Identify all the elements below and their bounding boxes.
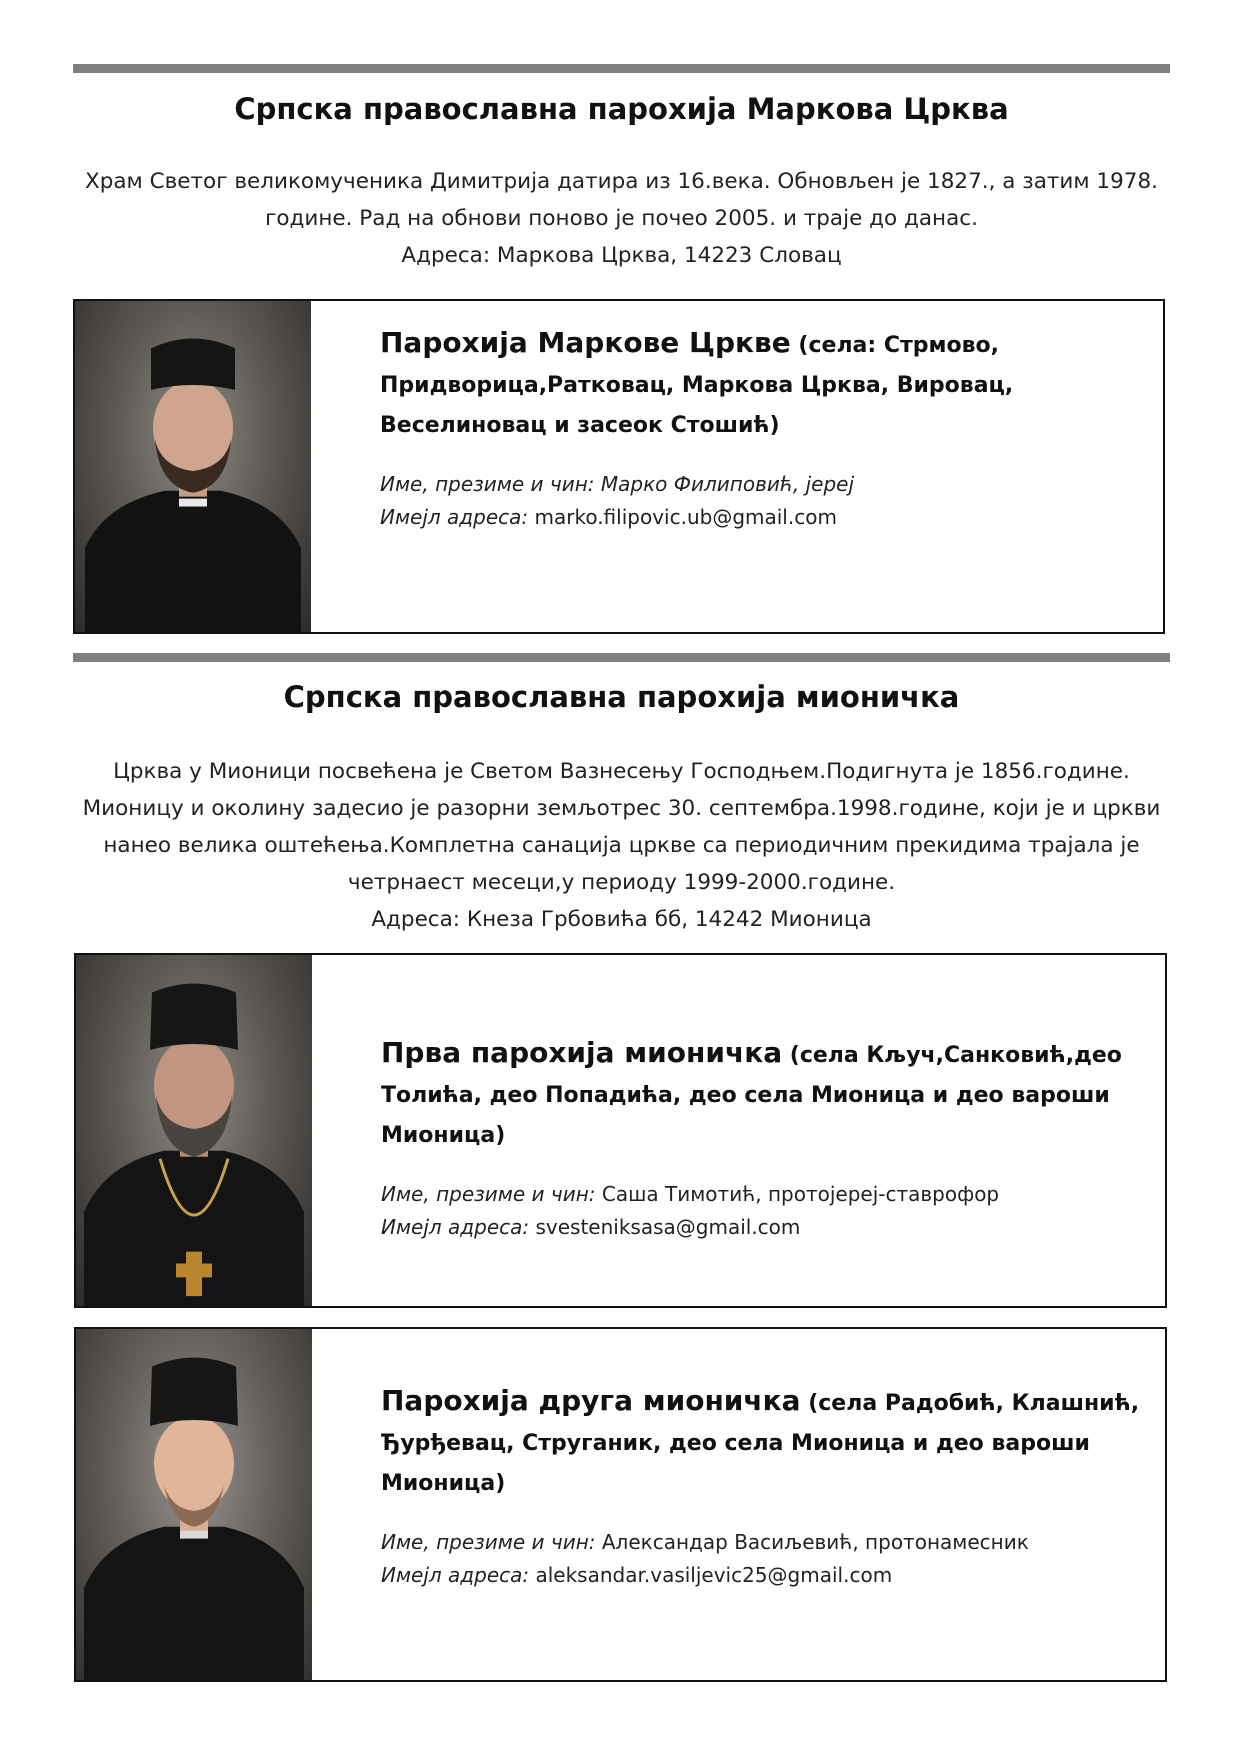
intro-line: Храм Светог великомученика Димитрија датира из 16.века. Обновљен је 1827., а затим 1978. — [85, 169, 1158, 194]
priest-portrait-photo — [76, 955, 312, 1306]
priest-portrait-photo — [75, 301, 311, 632]
priest-portrait-photo — [76, 1329, 312, 1680]
intro-line: Адреса: Маркова Црква, 14223 Словац — [401, 243, 842, 268]
section-intro — [73, 753, 1170, 938]
priest-email-row — [380, 501, 1143, 534]
name-label: Име, презиме и чин: — [380, 472, 595, 496]
email-value[interactable]: aleksandar.vasiljevic25@gmail.com — [529, 1563, 893, 1587]
parish-villages: (села: Стрмово, Придворица,Ратковац, Маркова Црква, Вировац, Веселиновац и засеок Стошић) — [380, 333, 1014, 438]
parish-heading — [380, 323, 1143, 446]
intro-line: Мионицу и околину задесио је разорни земљотрес 30. септембра.1998.године, који је и цркви — [82, 796, 1161, 821]
intro-line: године. Рад на обнови поново је почео 2005. и траје до данас. — [265, 206, 978, 231]
name-value: Саша Тимотић, протојереј-ставрофор — [595, 1182, 1000, 1206]
parish-heading — [381, 1033, 1145, 1156]
section-divider — [73, 64, 1170, 73]
parish-villages: (села Кључ,Санковић,део Толића, део Попадића, део села Мионица и део вароши Мионица) — [381, 1043, 1122, 1148]
parish-heading — [381, 1381, 1145, 1504]
intro-line: Адреса: Кнеза Грбовића бб, 14242 Мионица — [371, 907, 872, 932]
email-label: Имејл адреса: — [381, 1563, 530, 1587]
name-value: Александар Васиљевић, протонамесник — [595, 1530, 1029, 1554]
priest-name-row — [380, 468, 1143, 501]
priest-email-row — [381, 1211, 1145, 1244]
parish-card — [73, 299, 1165, 634]
name-value: Марко Филиповић, јереј — [594, 472, 855, 496]
name-label: Име, презиме и чин: — [381, 1182, 596, 1206]
parish-card — [74, 953, 1167, 1308]
priest-email-row — [381, 1559, 1145, 1592]
section-title: Српска православна парохија Маркова Црква — [234, 92, 1009, 126]
priest-name-row — [381, 1526, 1145, 1559]
email-label: Имејл адреса: — [381, 1215, 530, 1239]
parish-card — [74, 1327, 1167, 1682]
section-title: Српска православна парохија мионичка — [283, 680, 960, 714]
intro-line: Црква у Мионици посвећена је Светом Вазнесењу Господњем.Подигнута је 1856.године. — [113, 759, 1130, 784]
section-intro — [73, 163, 1170, 274]
section-divider — [73, 653, 1170, 662]
email-label: Имејл адреса: — [380, 505, 529, 529]
name-label: Име, презиме и чин: — [381, 1530, 596, 1554]
priest-contact — [381, 1526, 1145, 1592]
priest-contact — [380, 468, 1143, 534]
parish-villages: (села Радобић, Клашнић, Ђурђевац, Струганик, део села Мионица и део вароши Мионица) — [381, 1391, 1140, 1496]
parish-name: Парохија друга мионичка — [381, 1384, 801, 1417]
parish-name: Прва парохија мионичка — [381, 1036, 783, 1069]
intro-line: нанео велика оштећења.Комплетна санација цркве са периодичним прекидима трајала је — [103, 833, 1140, 858]
priest-contact — [381, 1178, 1145, 1244]
intro-line: четрнаест месеци,у периоду 1999-2000.године. — [347, 870, 896, 895]
priest-name-row — [381, 1178, 1145, 1211]
email-value[interactable]: svesteniksasa@gmail.com — [529, 1215, 801, 1239]
parish-name: Парохија Маркове Цркве — [380, 326, 791, 359]
email-value[interactable]: marko.filipovic.ub@gmail.com — [528, 505, 837, 529]
